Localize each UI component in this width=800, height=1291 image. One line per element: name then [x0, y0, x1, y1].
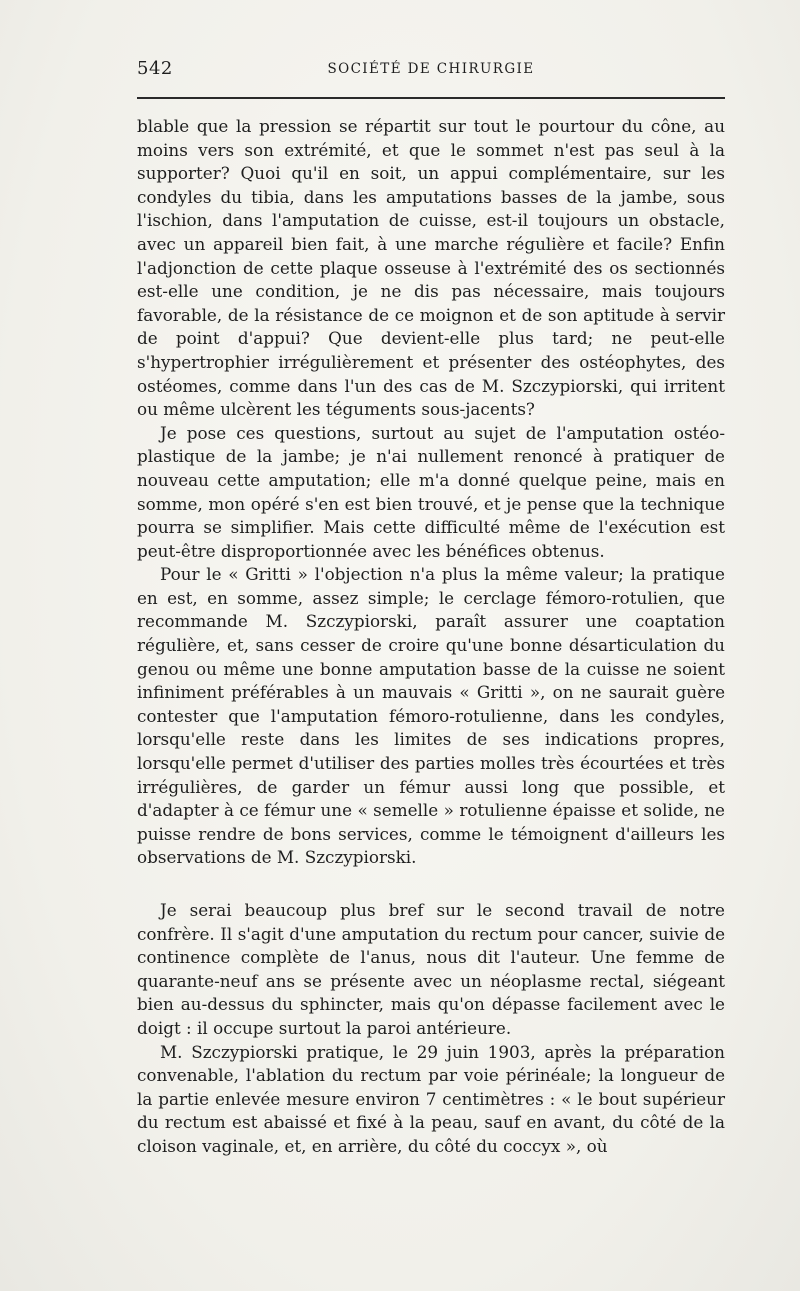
running-title: SOCIÉTÉ DE CHIRURGIE	[327, 61, 535, 77]
header-rule	[137, 97, 725, 99]
paragraph-4: Je serai beaucoup plus bref sur le second travail de notre confrère. Il s'agit d'une amputation du rectum pour cancer, suivie de continence complète de l'anus, nous dit l'auteur. Une femme de quarante-neuf ans se présente avec un néoplasme rectal, siégeant bien au-dessus du sphincter, mais qu'on dépasse facilement avec le doigt : il occupe surtout la paroi antérieure.	[137, 900, 725, 1038]
body-text	[137, 115, 725, 1159]
paragraph-2: Je pose ces questions, surtout au sujet de l'amputation ostéo-plastique de la jambe; je n'ai nullement renoncé à pratiquer de nouveau cette amputation; elle m'a donné quelque peine, mais en somme, mon opéré s'en est bien trouvé, et je pense que la technique pourra se simplifier. Mais cette difficulté même de l'exécution est peut-être disproportionnée avec les bénéfices obtenus.	[137, 422, 725, 561]
page-header	[137, 58, 725, 84]
section-gap	[137, 870, 725, 899]
paragraph-1: blable que la pression se répartit sur tout le pourtour du cône, au moins vers son extrémité, et que le sommet n'est pas seul à la supporter? Quoi qu'il en soit, un appui complémentaire, sur les condyles du tibia, dans les amputations basses de la jambe, sous l'ischion, dans l'amputation de cuisse, est-il toujours un obstacle, avec un appareil bien fait, à une marche régulière et facile? Enfin l'adjonction de cette plaque osseuse à l'extrémité des os sectionnés est-elle une condition, je ne dis pas nécessaire, mais toujours favorable, de la résistance de ce moignon et de son aptitude à servir de point d'appui? Que devient-elle plus tard; ne peut-elle s'hypertrophier irrégulièrement et présenter des ostéophytes, des ostéomes, comme dans l'un des cas de M. Szczypiorski, qui irritent ou même ulcèrent les téguments sous-jacents?	[137, 116, 725, 420]
paragraph-5: M. Szczypiorski pratique, le 29 juin 1903, après la préparation convenable, l'ablation du rectum par voie périnéale; la longueur de la partie enlevée mesure environ 7 centimètres : « le bout supérieur du rectum est abaissé et fixé à la peau, sauf en avant, du côté de la cloison vaginale, et, en arrière, du côté du coccyx », où	[137, 1041, 725, 1156]
paragraph-3: Pour le « Gritti » l'objection n'a plus la même valeur; la pratique en est, en somme, assez simple; le cerclage fémoro-rotulien, que recommande M. Szczypiorski, paraît assurer une coaptation régulière, et, sans cesser de croire qu'une bonne désarticulation du genou ou même une bonne amputation basse de la cuisse ne soient infiniment préférables à un mauvais « Gritti », on ne saurait guère contester que l'amputation fémoro-rotulienne, dans les condyles, lorsqu'elle reste dans les limites de ses indications propres, lorsqu'elle permet d'utiliser des parties molles très écourtées et très irrégulières, de garder un fémur aussi long que possible, et d'adapter à ce fémur une « semelle » rotulienne épaisse et solide, ne puisse rendre de bons services, comme le témoignent d'ailleurs les observations de M. Szczypiorski.	[137, 564, 725, 868]
page-number: 542	[137, 58, 173, 79]
